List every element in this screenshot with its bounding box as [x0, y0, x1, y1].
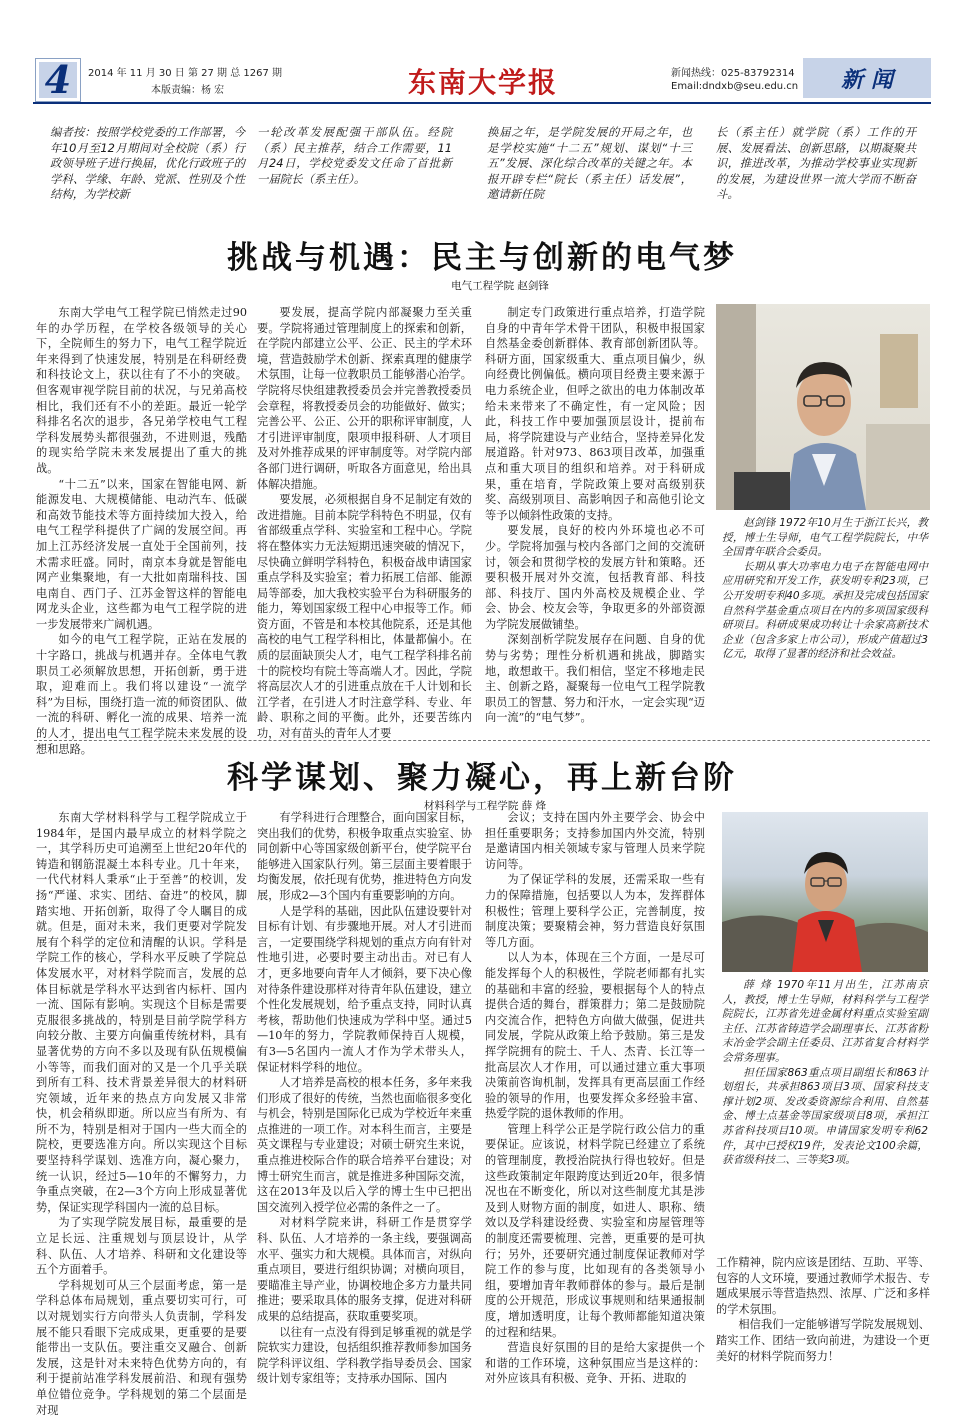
paragraph: 人才培养是高校的根本任务，多年来我们形成了很好的传统，当然也面临很多变化与机会，特别是国际化已成为学校近年来重点推进的一项工作。对本科生而言，主要是英文课程与专业建设；对硕士研究生来说，重点推进校际合作的联合培养平台建设；对博士研究生而言，就是推进多种国际交流，这在2013年及以后入学的博士生中已把出国交流列入授学位必需的条件之一了。: [257, 1076, 472, 1214]
paragraph: 有学科进行合理整合，面向国家目标，突出我们的优势，积极争取重点实验室、协同创新中心等国家级创新平台，使学院平台能够进入国家队行列。第三层面主要着眼于均衡发展，依托现有优势，推进特色方向发展，形成2—3个国内有重要影响的方向。: [257, 811, 472, 902]
article2-title: 科学谋划、聚力凝心，再上新台阶: [227, 760, 737, 796]
paragraph: 深刻剖析学院发展存在问题、自身的优势与劣势；理性分析机遇和挑战，脚踏实地，敢想敢干。我们相信，坚定不移地走民主、创新之路，凝聚每一位电气工程学院教职员工的智慧、努力和汗水，一定会实现“迈向一流”的“电气梦”。: [485, 633, 705, 725]
paragraph: 营造良好氛围的目的是给大家提供一个和谐的工作环境，这种氛围应当是这样的：对外应该具有积极、竞争、开拓、进取的: [485, 1341, 705, 1386]
paragraph: 管理上科学公正是学院行政公信力的重要保证。应该说，材料学院已经建立了系统的管理制度，教授治院执行得也较好。但是这些政策制定年限跨度达到近20年，很多情况也在不断变化，所以对这些制度尤其是涉及到人财物方面的制度，如进人、职称、绩效以及学科建设经费、实验室和房屋管理等的制度还需要梳理、完善，更重要的是可执行；另外，还要研究通过制度保证教师对学院工作的参与度，比如现有的各类领导小组，要增加青年教师群体的参与。最后是制度的公开规范，形成议事规则和结果通报制度，增加透明度，让每个教师都能知道决策的过程和结果。: [485, 1122, 705, 1339]
article1-col1: [36, 305, 247, 757]
hotline: 新闻热线：025-83792314: [671, 68, 795, 79]
paragraph: 以人为本，体现在三个方面，一是尽可能发挥每个人的积极性，学院老师都有扎实的基础和丰富的经验，要根据每个人的特点提供合适的舞台，群策群力；第二是鼓励院内交流合作，把特色方向做大做强，促进共同发展，学院从政策上给予鼓励。第三是发挥学院拥有的院士、千人、杰青、长江等一批高层次人才作用，可以通过建立重大事项决策前咨询机制，发挥具有更高层面工作经验的领导的作用，也要发挥众多经验丰富、热爱学院的退休教师的作用。: [485, 951, 705, 1121]
bio-paragraph: 长期从事大功率电力电子在智能电网中应用研究和开发工作，获发明专利23项，已公开发明专利40多项。承担及完成包括国家自然科学基金重点项目在内的多项国家级科研项目。科研成果成功转让十余家高新技术企业（包含多家上市公司），形成产值超过3亿元，取得了显著的经济和社会效益。: [722, 560, 928, 661]
paragraph: 学科规划可从三个层面考虑，第一是学科总体布局规划，重点要切实可行，可以对规划实行方向带头人负责制，学科发展不能只看眼下完成成果，更重要的是要能带出一支队伍。要注重交叉融合、创新发展，这是针对未来特色优势方向的，有利于提前站准学科发展前沿、和现有强势单位错位竞争。学科规划的第二个层面是对现: [36, 1278, 247, 1417]
article-divider: [34, 740, 930, 741]
masthead: 东南大学报: [408, 66, 559, 99]
article2-byline: 材料科学与工程学院 薛 烽: [423, 800, 547, 812]
paragraph: 制定专门政策进行重点培养，打造学院自身的中青年学术骨干团队，积极申报国家自然基金委创新群体、教育部创新团队等。科研方面，国家级重大、重点项目偏少，纵向经费比例偏低。横向项目经费主要来源于电力系统企业，但呼之欲出的电力体制改革给未来带来了不确定性，有一定风险；因此，科技工作中要加强顶层设计，提前布局，将学院建设与产业结合，坚持差异化发展道路。针对973、863项目改革，加强重点和重大项目的组织和培养。对于科研成果，重在培育，学院政策上要对高级别获奖、高级别项目、高影响因子和高他引论文等予以倾斜性政策的支持。: [485, 306, 705, 522]
paragraph: 如今的电气工程学院，正站在发展的十字路口，挑战与机遇并存。全体电气教职员工必须解放思想，开拓创新，勇于进取，迎难而上。我们将以建设“一流学科”为目标，围绕打造一流的师资团队、做一流的科研、孵化一流的成果、培养一流的人才，提出电气工程学院未来发展的设想和思路。: [36, 633, 247, 756]
article1-title: 挑战与机遇：民主与创新的电气梦: [227, 240, 737, 276]
paragraph: 要发展，提高学院内部凝聚力至关重要。学院将通过管理制度上的探索和创新，在学院内部建立公平、公正、民主的学术环境，营造鼓励学术创新、探索真理的健康学术氛围，让每一位教职员工能够潜心治学。学院将尽快组建教授委员会并完善教授委员会章程，将教授委员会的功能做好、做实；完善公平、公正、公开的职称评审制度，人才引进评审制度，限项申报科研、人才项目及对外推荐成果的评审制度等。对学院内部各部门进行调研，听取各方面意见，给出具体解决措施。: [257, 306, 472, 491]
page-number: 4: [44, 57, 72, 102]
author-photo-xue: [722, 812, 928, 972]
paragraph: 相信我们一定能够谱写学院发展规划、踏实工作、团结一致向前进，为建设一个更美好的材料学院而努力！: [716, 1318, 930, 1363]
bio-paragraph: 薛 烽 1970年11月出生，江苏南京人，教授，博士生导师，材料科学与工程学院院长，江苏省先进金属材料重点实验室副主任、江苏省铸造学会副理事长、江苏省粉末冶金学会副主任委员、江苏省复合材料学会常务理事。: [722, 979, 928, 1064]
bio-paragraph: 担任国家863重点项目副组长和863计划组长，共承担863项目3项、国家科技支撑计划2项、发改委资源综合利用、自然基金、博士点基金等国家级项目8项，承担江苏省科技项目10项。申请国家发明专利62件，其中已授权19件，发表论文100余篇，获省级科技二、三等奖3项。: [722, 1066, 928, 1167]
paragraph: 会议；支持在国内外主要学会、协会中担任重要职务；支持参加国内外交流，特别是邀请国内相关领域专家与管理人员来学院访问等。: [485, 811, 705, 871]
article2-col3: [485, 810, 705, 1387]
paragraph: 要发展，必须根据自身不足制定有效的改进措施。目前本院学科特色不明显，仅有省部级重点学科、实验室和工程中心。学院将在整体实力无法短期迅速突破的情况下，尽快确立鲜明学科特色，积极奋战申请国家重点学科及实验室；着力拓展工信部、能源局等部委，加大我校实验平台为科研服务的能力，筹划国家级工程中心申报等工作。师资方面，不管是和本校其他院系，还是其他高校的电气工程学科相比，体量都偏小。在质的层面缺顶尖人才，电气工程学科排名前十的院校均有院士等高端人才。因此，学院将高层次人才的引进重点放在千人计划和长江学者，在引进人才时注意学科、专业、年龄、职称之间的平衡。此外，还要苦练内功，对有苗头的青年人才要: [257, 493, 472, 741]
paragraph: 人是学科的基础，因此队伍建设要针对目标有计划、有步骤地开展。对人才引进而言，一定要围绕学科规划的重点方向有针对性地引进，必要时要主动出击。对已有人才，更多地要向青年人才倾斜，要下决心像对待条件建设那样对待青年队伍建设，建立个性化发展规划，给予重点支持，同时认真考核，帮助他们快速成为学科中坚。通过5—10年的努力，学院教师保持百人规模，有3—5名国内一流人才作为学术带头人，保证材料学科的地位。: [257, 904, 472, 1074]
issue-line: 2014 年 11 月 30 日 第 27 期 总 1267 期: [88, 68, 283, 79]
header-rule: [33, 102, 931, 104]
editor-note-col3: 换届之年，是学院发展的开局之年，也是学校实施“十二五”规划、谋划“十三五”发展、深化综合改革的关键之年。本报开辟专栏“院长（系主任）话发展”，邀请新任院: [487, 125, 692, 202]
page-number-badge: [35, 58, 81, 102]
paragraph: 以往有一点没有得到足够重视的就是学院软实力建设，包括组织推荐教师参加国务院学科评议组、学科教学指导委员会、国家级计划专家组等；支持承办国际、国内: [257, 1325, 472, 1386]
article1-col2: [257, 305, 472, 742]
email: Email:dndxb@seu.edu.cn: [671, 81, 799, 92]
paragraph: 要发展，良好的校内外环境也必不可少。学院将加强与校内各部门之间的交流研讨，领会和贯彻学校的发展方针和策略。还要积极开展对外交流，包括教育部、科技部、科技厅、国内外高校及规模企业、学会、协会、校友会等，争取更多的外部资源为学院发展做铺垫。: [485, 524, 705, 631]
paragraph: 东南大学电气工程学院已悄然走过90年的办学历程，在学校各级领导的关心下，全院师生的努力下，电气工程学院近年来得到了快速发展，特别是在科研经费和科技论文上，获以往有了不小的突破。但客观审视学院目前的状况，与兄弟高校相比，我们还有不小的差距。最近一轮学科排名名次的退步，各兄弟学校电气工程学科发展势头都很强劲，不进则退，残酷的现实给学院未来发展提出了重大的挑战。: [36, 306, 247, 475]
section-tab: [803, 58, 931, 98]
author-bio-zhao: [722, 516, 928, 662]
author-photo-zhao: [716, 304, 930, 510]
article1-byline: 电气工程学院 赵剑锋: [451, 280, 549, 292]
bio-paragraph: 赵剑锋 1972年10月生于浙江长兴，教授，博士生导师，电气工程学院院长，中华全国青年联合会委员。: [722, 517, 928, 559]
portrait-illustration: [722, 812, 928, 972]
editor-note-col2: 一轮改革发展配强干部队伍。经院（系）民主推荐，结合工作需要，11月24日，学校党委发文任命了首批新一届院长（系主任）。: [257, 125, 452, 186]
article2-col2: [257, 810, 472, 1387]
article2-tail: [716, 1255, 930, 1364]
paragraph: 工作精神，院内应该是团结、互助、平等、包容的人文环境，要通过教师学术报告、专题成果展示等营造热烈、浓厚、广泛和多样的学术氛围。: [716, 1256, 930, 1316]
portrait-illustration: [716, 304, 930, 510]
paragraph: 为了实现学院发展目标，最重要的是立足长远、注重规划与顶层设计，从学科、队伍、人才培养、科研和文化建设等五个方面着手。: [36, 1216, 247, 1277]
paragraph: “十二五”以来，国家在智能电网、新能源发电、大规模储能、电动汽车、低碳和高效节能技术等方面持续加大投入，给电气工程学科提供了广阔的发展空间。再加上江苏经济发展一直处于全国前列，技术需求旺盛。同时，南京本身就是智能电网产业集聚地，有一大批如南瑞科技、国电南自、西门子、江苏金智这样的智能电网龙头企业，这些都为电气工程学院的进一步发展带来广阔机遇。: [36, 477, 247, 631]
author-bio-xue: [722, 978, 928, 1168]
paragraph: 对材料学院来讲，科研工作是贯穿学科、队伍、人才培养的一条主线，要强调高水平、强实力和大规模。具体而言，对纵向重点项目，要进行组织协调；对横向项目，要瞄准主导产业，协调校地企多方力量共同推进；要采取具体的服务支撑，促进对科研成果的总结提高，获取重要奖项。: [257, 1216, 472, 1323]
paragraph: 东南大学材料科学与工程学院成立于1984年，是国内最早成立的材料学院之一，其学科历史可追溯至上世纪20年代的铸造和钢筋混凝土本科专业。几十年来，一代代材料人秉承“止于至善”的校训，发扬“严谨、求实、团结、奋进”的校风，脚踏实地、开拓创新，取得了令人瞩目的成就。但是，面对未来，我们更要对学院发展有个科学的定位和清醒的认识。学科是学院工作的核心，学科水平反映了学院总体发展水平，对材料学院而言，发展的总体目标就是学科水平达到省内标杆、国内一流、国际有影响。实现这个目标是需要克服很多挑战的，特别是目前学院学科方向较分散、主要方向偏重传统材料，具有显著优势的方向不多以及现有队伍规模偏小等等，而我们面对的又是一个几乎关联到所有工科、技术背景差异很大的材料研究领域，近年来的热点方向发展又非常快，机会稍纵即逝。所以应当有所为、有所不为，特别是相对于国内一些大而全的院校，更要选准方向。所以实现这个目标要坚持科学谋划、选准方向，凝心聚力，统一认识，经过5—10年的不懈努力，力争重点突破，在2—3个方向上形成显著优势，保证实现学科国内一流的总目标。: [36, 811, 247, 1214]
header: [33, 58, 931, 104]
article2-col1: [36, 810, 247, 1418]
article1-col3: [485, 305, 705, 726]
editor-line: 本版责编：杨 宏: [151, 85, 225, 96]
paragraph: 为了保证学科的发展，还需采取一些有力的保障措施，包括要以人为本，发挥群体积极性；管理上要科学公正，完善制度，按制度决策；要聚精会神，努力营造良好氛围等几方面。: [485, 873, 705, 949]
editor-note-col1: 编者按：按照学校党委的工作部署，今年10月至12月期间对全校院（系）行政领导班子进行换届，优化行政班子的学科、学缘、年龄、党派、性别及个性结构，为学校新: [50, 125, 245, 202]
editor-note-col4: 长（系主任）就学院（系）工作的开展、发展看法、创新思路，以期凝聚共识，推进改革，为推动学校事业实现新的发展，为建设世界一流大学而不断奋斗。: [716, 125, 916, 202]
section-label: 新 闻: [841, 68, 893, 93]
